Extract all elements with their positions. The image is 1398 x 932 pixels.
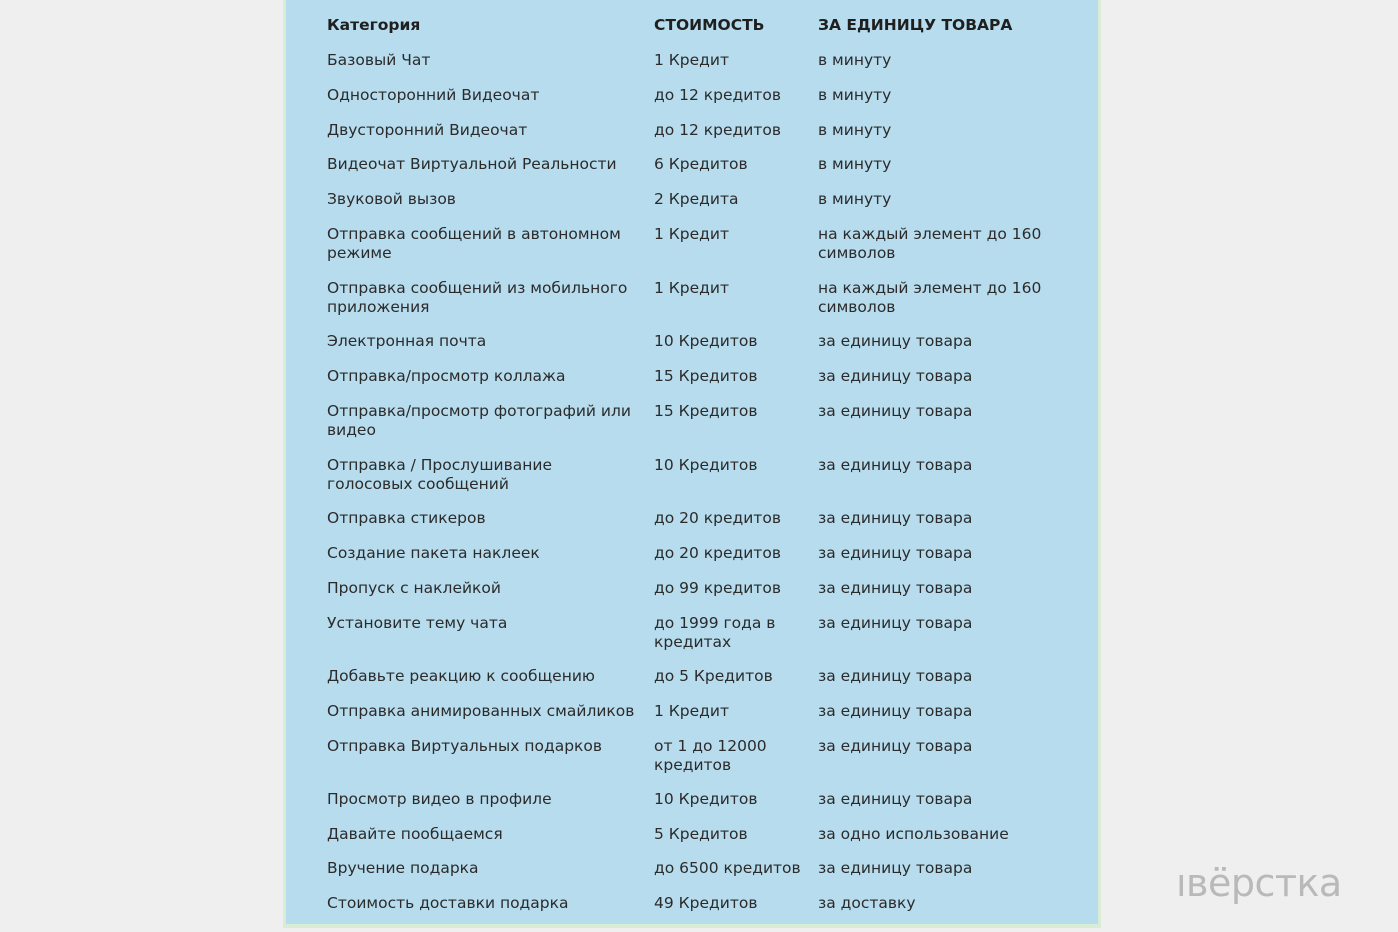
row-unit: за единицу товара bbox=[818, 702, 973, 720]
row-unit: в минуту bbox=[818, 121, 892, 139]
row-category: Отправка сообщений из мобильного приложения bbox=[327, 279, 628, 316]
row-unit: за единицу товара bbox=[818, 544, 973, 562]
row-category: Пропуск с наклейкой bbox=[327, 579, 501, 597]
row-cost: 15 Кредитов bbox=[654, 367, 758, 385]
row-cost: до 1999 года в кредитах bbox=[654, 614, 776, 651]
row-cost: до 99 кредитов bbox=[654, 579, 781, 597]
row-category: Видеочат Виртуальной Реальности bbox=[327, 155, 617, 173]
row-cost: 1 Кредит bbox=[654, 702, 729, 720]
row-unit: в минуту bbox=[818, 190, 892, 208]
row-unit: за доставку bbox=[818, 894, 916, 912]
row-unit: в минуту bbox=[818, 86, 892, 104]
row-unit: за единицу товара bbox=[818, 402, 973, 420]
row-category: Создание пакета наклеек bbox=[327, 544, 540, 562]
row-cost: 5 Кредитов bbox=[654, 825, 748, 843]
row-category: Базовый Чат bbox=[327, 51, 431, 69]
row-category: Установите тему чата bbox=[327, 614, 508, 632]
row-unit: на каждый элемент до 160 символов bbox=[818, 225, 1042, 262]
row-unit: на каждый элемент до 160 символов bbox=[818, 279, 1042, 316]
row-category: Односторонний Видеочат bbox=[327, 86, 540, 104]
row-category: Отправка сообщений в автономном режиме bbox=[327, 225, 621, 262]
row-cost: до 12 кредитов bbox=[654, 121, 781, 139]
row-unit: в минуту bbox=[818, 51, 892, 69]
watermark-logo: ıвёрстка bbox=[1176, 861, 1342, 905]
row-cost: 2 Кредита bbox=[654, 190, 739, 208]
row-unit: за единицу товара bbox=[818, 456, 973, 474]
row-cost: до 6500 кредитов bbox=[654, 859, 801, 877]
row-unit: за единицу товара bbox=[818, 509, 973, 527]
row-cost: 10 Кредитов bbox=[654, 456, 758, 474]
row-category: Просмотр видео в профиле bbox=[327, 790, 552, 808]
header-unit: ЗА ЕДИНИЦУ ТОВАРА bbox=[818, 16, 1013, 34]
row-category: Добавьте реакцию к сообщению bbox=[327, 667, 595, 685]
pricing-table bbox=[283, 0, 1101, 928]
row-cost: 15 Кредитов bbox=[654, 402, 758, 420]
row-cost: до 20 кредитов bbox=[654, 509, 781, 527]
row-cost: до 12 кредитов bbox=[654, 86, 781, 104]
row-cost: 6 Кредитов bbox=[654, 155, 748, 173]
row-category: Электронная почта bbox=[327, 332, 487, 350]
row-unit: за единицу товара bbox=[818, 614, 973, 632]
header-cost: СТОИМОСТЬ bbox=[654, 16, 765, 34]
row-cost: 10 Кредитов bbox=[654, 790, 758, 808]
row-unit: за единицу товара bbox=[818, 790, 973, 808]
row-category: Отправка анимированных смайликов bbox=[327, 702, 635, 720]
row-category: Двусторонний Видеочат bbox=[327, 121, 528, 139]
row-category: Вручение подарка bbox=[327, 859, 479, 877]
row-unit: за единицу товара bbox=[818, 737, 973, 755]
row-cost: 49 Кредитов bbox=[654, 894, 758, 912]
row-cost: до 20 кредитов bbox=[654, 544, 781, 562]
row-category: Отправка / Прослушивание голосовых сообщений bbox=[327, 456, 552, 493]
row-cost: до 5 Кредитов bbox=[654, 667, 773, 685]
row-cost: 1 Кредит bbox=[654, 279, 729, 297]
row-category: Отправка Виртуальных подарков bbox=[327, 737, 603, 755]
row-unit: за единицу товара bbox=[818, 859, 973, 877]
row-category: Давайте пообщаемся bbox=[327, 825, 503, 843]
row-unit: за единицу товара bbox=[818, 332, 973, 350]
row-category: Стоимость доставки подарка bbox=[327, 894, 569, 912]
row-unit: в минуту bbox=[818, 155, 892, 173]
row-cost: 1 Кредит bbox=[654, 51, 729, 69]
row-cost: 10 Кредитов bbox=[654, 332, 758, 350]
row-category: Отправка стикеров bbox=[327, 509, 486, 527]
header-category: Категория bbox=[327, 16, 421, 34]
row-category: Звуковой вызов bbox=[327, 190, 456, 208]
row-unit: за единицу товара bbox=[818, 667, 973, 685]
row-unit: за одно использование bbox=[818, 825, 1009, 843]
row-unit: за единицу товара bbox=[818, 367, 973, 385]
row-cost: 1 Кредит bbox=[654, 225, 729, 243]
row-category: Отправка/просмотр коллажа bbox=[327, 367, 566, 385]
row-cost: от 1 до 12000 кредитов bbox=[654, 737, 767, 774]
row-category: Отправка/просмотр фотографий или видео bbox=[327, 402, 631, 439]
row-unit: за единицу товара bbox=[818, 579, 973, 597]
